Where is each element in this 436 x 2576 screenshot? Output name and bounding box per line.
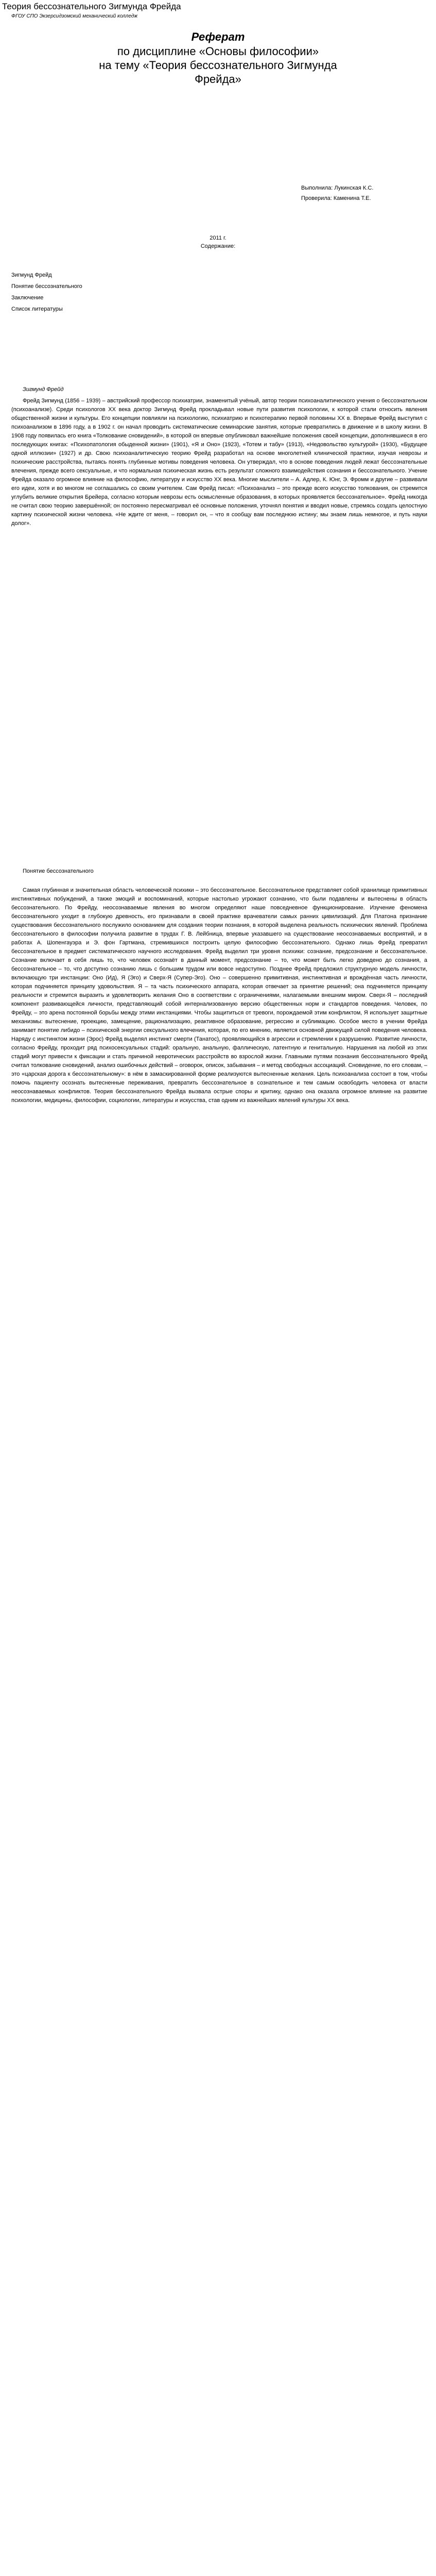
checked-by: Проверила: Каменина Т.Е. [301, 195, 371, 201]
toc-item[interactable]: Зигмунд Фрейд [11, 272, 52, 278]
paragraph: Самая глубинная и значительная область человеческой психики – это бессознательное. Бессознательное представляет собой хранилище примитивных инстинктивных побуждений, а также эмоций и воспоминаний, которые настолько угрожают сознанию, что были подавлены и вытеснены в область бессознательного. По Фрейду, неосознаваемые явления во многом определяют наше повседневное функционирование. Изучение феномена бессознательного уходит в глубокую древность, его признавали в своей практике врачеватели самых ранних цивилизаций. Для Платона признание существования бессознательного послужило основанием для создания теории познания, в которой выделена реальность психических явлений. Проблема бессознательного в философии получила развитие в трудах Г. В. Лейбница, впервые указавшего на существование неосознаваемых восприятий, и в работах А. Шопенгауэра и Э. фон Гартмана, стремившихся построить целую философию бессознательного. Однако лишь Фрейд превратил бессознательное в предмет систематического научного исследования. Фрейд выделил три уровня психики: сознание, предсознание и бессознательное. Сознание включает в себя лишь то, что человек осознаёт в данный момент, предсознание – то, что может быть легко доведено до сознания, а бессознательное – то, что доступно сознанию лишь с большим трудом или вовсе недоступно. Позднее Фрейд предложил структурную модель личности, включающую три инстанции: Оно (Ид), Я (Эго) и Сверх-Я (Супер-Эго). Оно – совершенно примитивная, инстинктивная и врождённая часть личности, которая подчиняется принципу удовольствия. Я – та часть психического аппарата, которая отвечает за принятие решений; она подчиняется принципу реальности и стремится выразить и удовлетворить желания Оно в соответствии с ограничениями, налагаемыми внешним миром. Сверх-Я – последний компонент развивающейся личности, представляющий собой интернализованную версию общественных норм и стандартов поведения. Человек, по Фрейду, – это арена постоянной борьбы между этими инстанциями. Чтобы защититься от тревоги, порождаемой этим конфликтом, Я использует защитные механизмы: вытеснение, проекцию, замещение, рационализацию, реактивное образование, регрессию и сублимацию. Особое место в учении Фрейда занимает понятие либидо – психической энергии сексуального влечения, которая, по его мнению, является основной движущей силой поведения человека. Наряду с инстинктом жизни (Эрос) Фрейд выделял инстинкт смерти (Танатос), проявляющийся в агрессии и стремлении к разрушению. Развитие личности, согласно Фрейду, проходит ряд психосексуальных стадий: оральную, анальную, фаллическую, латентную и генитальную. Нарушения на любой из этих стадий могут привести к фиксации и стать причиной невротических расстройств во взрослой жизни. Главными путями познания бессознательного Фрейд считал толкование сновидений, анализ ошибочных действий – оговорок, описок, забывания – и метод свободных ассоциаций. Сновидение, по его словам, – это «царская дорога к бессознательному»: в нём в замаскированной форме реализуются вытесненные желания. Цель психоанализа состоит в том, чтобы помочь пациенту осознать вытесненные переживания, превратить бессознательное в сознательное и тем самым освободить человека от власти неосознаваемых конфликтов. Теория бессознательного Фрейда вызвала острые споры и критику, однако она оказала огромное влияние на развитие психологии, медицины, философии, социологии, литературы и искусства, став одним из важнейших явлений культуры XX века. [11, 887, 427, 1104]
school-name: ФГОУ СПО Экзерсидзомский механический колледж [11, 13, 138, 19]
freud-heading: Зигмунд Фрейд [23, 386, 64, 393]
table-of-contents [11, 269, 82, 315]
cover-title-block [0, 30, 436, 86]
freud-text [11, 397, 427, 528]
paragraph: Фрейд Зигмунд (1856 – 1939) – австрийский профессор психиатрии, знаменитый учёный, автор теории психоаналитического учения о бессознательном (психоанализе). Среди психологов XX века доктор Зигмунд Фрейд прокладывал новые пути развития психологии, к которой стали относить явления общественной жизни и культуры. Его концепции повлияли на психологию, психиатрию и психотерапию первой половины XX в. Впервые Фрейд выступил с психоанализом в 1896 году, а в 1902 г. он начал проводить систематические семинарские занятия, которые превратились в движение и в школу жизни. В 1908 году появилась его книга «Толкование сновидений», в которой он впервые опубликовал важнейшие положения своей концепции, дополнявшиеся в его последующих книгах: «Психопатология обыденной жизни» (1901), «Я и Оно» (1923), «Тотем и табу» (1913), «Недовольство культурой» (1930), «Будущее одной иллюзии» (1927) и др. Свою психоаналитическую теорию Фрейд разработал на основе многолетней клинической практики, изучая неврозы и психические расстройства, пытаясь понять глубинные мотивы поведения человека. Он утверждал, что в основе поведения людей лежат бессознательные влечения, прежде всего сексуальные, и что нормальная психическая жизнь есть результат сложного взаимодействия сознания и бессознательного. Учение Фрейда оказало огромное влияние на философию, литературу и искусство XX века. Многие мыслители – А. Адлер, К. Юнг, Э. Фромм и другие – развивали его идеи, хотя и во многом не соглашались со своим учителем. Сам Фрейд писал: «Психоанализ – это прежде всего искусство толкования, он стремится углубить великие открытия Брейера, согласно которым неврозы есть осмысленные образования, в которых проявляется бессознательное». Фрейд никогда не считал свою теорию завершённой; он постоянно пересматривал её основные положения, уточнял понятия и вводил новые, стремясь создать целостную картину психической жизни человека. «Не ждите от меня, – говорил он, – что я сообщу вам последнюю истину; мы знаем лишь немногое, и путь науки долог». [11, 398, 427, 527]
year: 2011 г. [210, 235, 226, 241]
toc-item[interactable]: Понятие бессознательного [11, 283, 82, 290]
subject-line: по дисциплине «Основы философии» [117, 45, 319, 58]
topic-line-2: Фрейда» [195, 73, 241, 86]
report-label: Реферат [191, 30, 245, 43]
toc-item[interactable]: Заключение [11, 295, 44, 301]
toc-item[interactable]: Список литературы [11, 306, 63, 312]
unconscious-text [11, 886, 427, 1105]
contents-heading: Содержание: [200, 243, 236, 249]
document-title: Теория бессознательного Зигмунда Фрейда [2, 2, 181, 11]
performed-by: Выполнила: Лукинская К.С. [301, 185, 374, 191]
unconscious-heading: Понятие бессознательного [23, 868, 94, 874]
topic-line-1: на тему «Теория бессознательного Зигмунда [99, 59, 337, 72]
